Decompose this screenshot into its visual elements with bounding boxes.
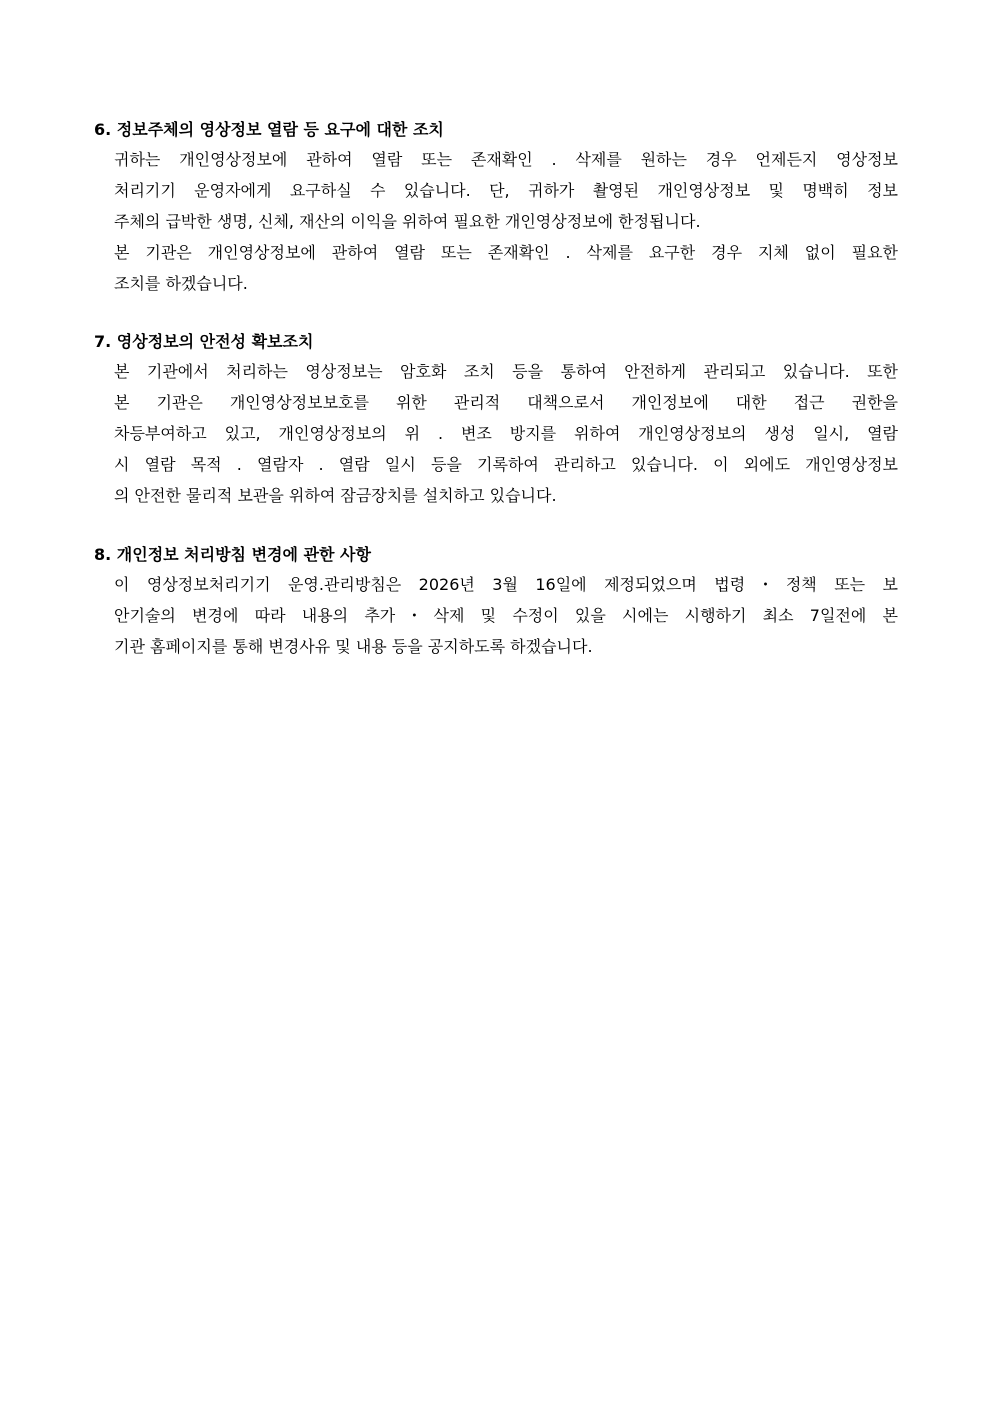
paragraph-line: 차등부여하고 있고, 개인영상정보의 위 . 변조 방지를 위하여 개인영상정보의 생성 일시, 열람 <box>114 424 898 443</box>
section-8 <box>94 541 898 662</box>
paragraph-line: 본 기관에서 처리하는 영상정보는 암호화 조치 등을 통하여 안전하게 관리되고 있습니다. 또한 <box>114 362 898 381</box>
section-6-body <box>114 144 898 299</box>
paragraph-line: 조치를 하겠습니다. <box>114 274 248 293</box>
section-8-body <box>114 569 898 662</box>
section-7-body <box>114 356 898 511</box>
paragraph-line: 안기술의 변경에 따라 내용의 추가・삭제 및 수정이 있을 시에는 시행하기 최소 7일전에 본 <box>114 606 898 625</box>
paragraph-line: 본 기관은 개인영상정보보호를 위한 관리적 대책으로서 개인정보에 대한 접근 권한을 <box>114 393 898 412</box>
paragraph-line: 처리기기 운영자에게 요구하실 수 있습니다. 단, 귀하가 촬영된 개인영상정보 및 명백히 정보 <box>114 181 898 200</box>
paragraph-line: 기관 홈페이지를 통해 변경사유 및 내용 등을 공지하도록 하겠습니다. <box>114 637 593 656</box>
paragraph-line: 이 영상정보처리기기 운영.관리방침은 2026년 3월 16일에 제정되었으며 법령・정책 또는 보 <box>114 575 898 594</box>
paragraph-line: 의 안전한 물리적 보관을 위하여 잠금장치를 설치하고 있습니다. <box>114 486 557 505</box>
section-6-heading: 6. 정보주체의 영상정보 열람 등 요구에 대한 조치 <box>94 120 444 139</box>
section-7-heading: 7. 영상정보의 안전성 확보조치 <box>94 332 314 351</box>
section-7 <box>94 328 898 511</box>
section-6 <box>94 116 898 299</box>
paragraph-line: 시 열람 목적 . 열람자 . 열람 일시 등을 기록하여 관리하고 있습니다. 이 외에도 개인영상정보 <box>114 455 898 474</box>
section-8-heading: 8. 개인정보 처리방침 변경에 관한 사항 <box>94 545 371 564</box>
paragraph-line: 귀하는 개인영상정보에 관하여 열람 또는 존재확인 . 삭제를 원하는 경우 언제든지 영상정보 <box>114 150 898 169</box>
paragraph-line: 본 기관은 개인영상정보에 관하여 열람 또는 존재확인 . 삭제를 요구한 경우 지체 없이 필요한 <box>114 243 898 262</box>
paragraph-line: 주체의 급박한 생명, 신체, 재산의 이익을 위하여 필요한 개인영상정보에 한정됩니다. <box>114 212 701 231</box>
